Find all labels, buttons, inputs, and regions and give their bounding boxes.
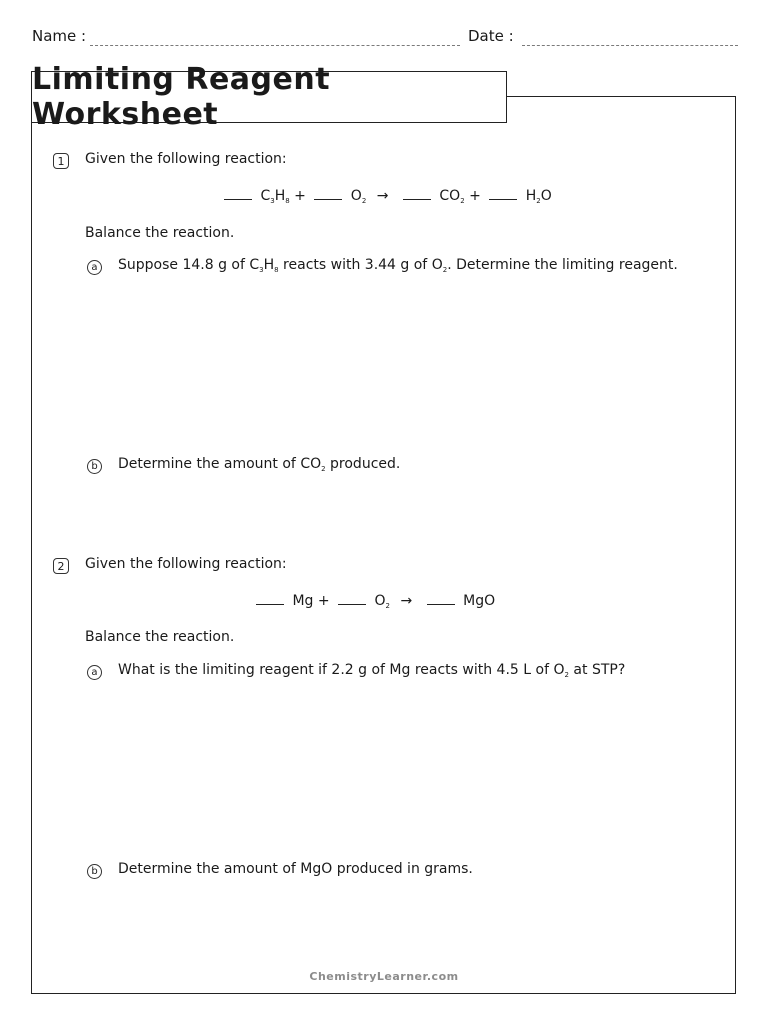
subpart-text: Determine the amount of $CO_2$ produced. bbox=[118, 456, 401, 473]
date-field[interactable] bbox=[522, 45, 738, 46]
formula-c3h8: $C_3H_8$ bbox=[249, 257, 279, 274]
reaction-equation bbox=[220, 187, 552, 205]
footer-brand: ChemistryLearner.com bbox=[309, 970, 459, 983]
question-number: 1 bbox=[53, 153, 69, 169]
formula-o2: $O_2$ bbox=[553, 662, 569, 679]
formula-mg: Mg bbox=[292, 593, 314, 609]
formula-o2: $O_2$ bbox=[431, 257, 448, 274]
balance-instruction: Balance the reaction. bbox=[85, 629, 235, 645]
coefficient-blank[interactable] bbox=[256, 592, 284, 605]
balance-instruction: Balance the reaction. bbox=[85, 225, 235, 241]
subpart-label: b bbox=[87, 459, 102, 474]
formula-c3h8: $C_3H_8$ bbox=[260, 188, 290, 205]
reaction-arrow: → bbox=[376, 188, 389, 204]
question-prompt: Given the following reaction: bbox=[85, 151, 287, 167]
plus-sign: + bbox=[317, 593, 330, 609]
formula-co2: $CO_2$ bbox=[439, 188, 465, 205]
coefficient-blank[interactable] bbox=[427, 592, 455, 605]
question-prompt: Given the following reaction: bbox=[85, 556, 287, 572]
plus-sign: + bbox=[294, 188, 306, 204]
coefficient-blank[interactable] bbox=[489, 187, 517, 200]
formula-o2: $O_2$ bbox=[350, 188, 367, 205]
formula-h2o: $H_2O$ bbox=[525, 188, 552, 205]
name-label: Name : bbox=[32, 27, 87, 45]
subpart-text: What is the limiting reagent if 2.2 g of Mg reacts with 4.5 L of $O_2$ at STP? bbox=[118, 662, 626, 679]
coefficient-blank[interactable] bbox=[338, 592, 366, 605]
reaction-equation bbox=[252, 592, 495, 610]
subpart-text: Determine the amount of MgO produced in grams. bbox=[118, 861, 473, 877]
reaction-arrow: → bbox=[400, 593, 413, 609]
formula-mgo: MgO bbox=[463, 593, 496, 609]
formula-co2: $CO_2$ bbox=[300, 456, 326, 473]
plus-sign: + bbox=[469, 188, 481, 204]
date-label: Date : bbox=[468, 27, 514, 45]
formula-o2: $O_2$ bbox=[374, 593, 391, 610]
subpart-text: Suppose 14.8 g of $C_3H_8$ reacts with 3.44 g of $O_2$. Determine the limiting reagent. bbox=[118, 257, 678, 274]
title-box bbox=[31, 62, 507, 132]
coefficient-blank[interactable] bbox=[403, 187, 431, 200]
question-number: 2 bbox=[53, 558, 69, 574]
subpart-label: b bbox=[87, 864, 102, 879]
coefficient-blank[interactable] bbox=[314, 187, 342, 200]
coefficient-blank[interactable] bbox=[224, 187, 252, 200]
name-field[interactable] bbox=[90, 45, 460, 46]
subpart-label: a bbox=[87, 260, 102, 275]
subpart-label: a bbox=[87, 665, 102, 680]
page-title: Limiting Reagent Worksheet bbox=[32, 62, 331, 132]
